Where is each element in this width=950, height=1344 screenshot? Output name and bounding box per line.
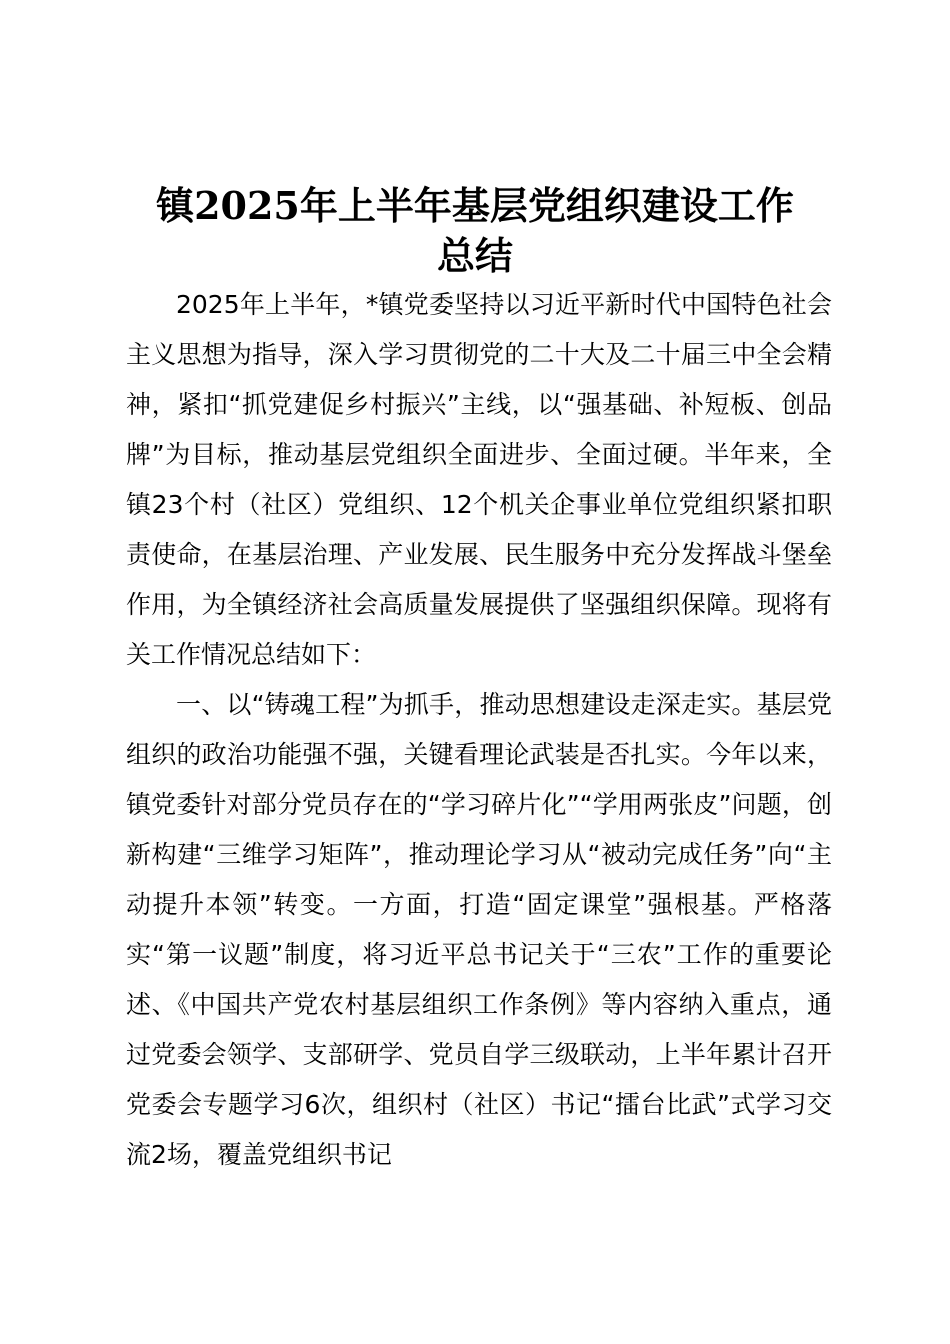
- document-body: [126, 280, 832, 1180]
- title-line-1: 镇2025年上半年基层党组织建设工作: [156, 183, 794, 228]
- document-title: [120, 181, 830, 281]
- section-one-paragraph: 一、以“铸魂工程”为抓手，推动思想建设走深走实。基层党组织的政治功能强不强，关键看理论武装是否扎实。今年以来，镇党委针对部分党员存在的“学习碎片化”“学用两张皮”问题，创新构建“三维学习矩阵”，推动理论学习从“被动完成任务”向“主动提升本领”转变。一方面，打造“固定课堂”强根基。严格落实“第一议题”制度，将习近平总书记关于“三农”工作的重要论述、《中国共产党农村基层组织工作条例》等内容纳入重点，通过党委会领学、支部研学、党员自学三级联动，上半年累计召开党委会专题学习6次，组织村（社区）书记“擂台比武”式学习交流2场，覆盖党组织书记: [126, 690, 832, 1169]
- intro-paragraph: 2025年上半年，*镇党委坚持以习近平新时代中国特色社会主义思想为指导，深入学习贯彻党的二十大及二十届三中全会精神，紧扣“抓党建促乡村振兴”主线，以“强基础、补短板、创品牌”为目标，推动基层党组织全面进步、全面过硬。半年来，全镇23个村（社区）党组织、12个机关企事业单位党组织紧扣职责使命，在基层治理、产业发展、民生服务中充分发挥战斗堡垒作用，为全镇经济社会高质量发展提供了坚强组织保障。现将有关工作情况总结如下：: [126, 290, 832, 669]
- title-line-2: 总结: [436, 233, 513, 278]
